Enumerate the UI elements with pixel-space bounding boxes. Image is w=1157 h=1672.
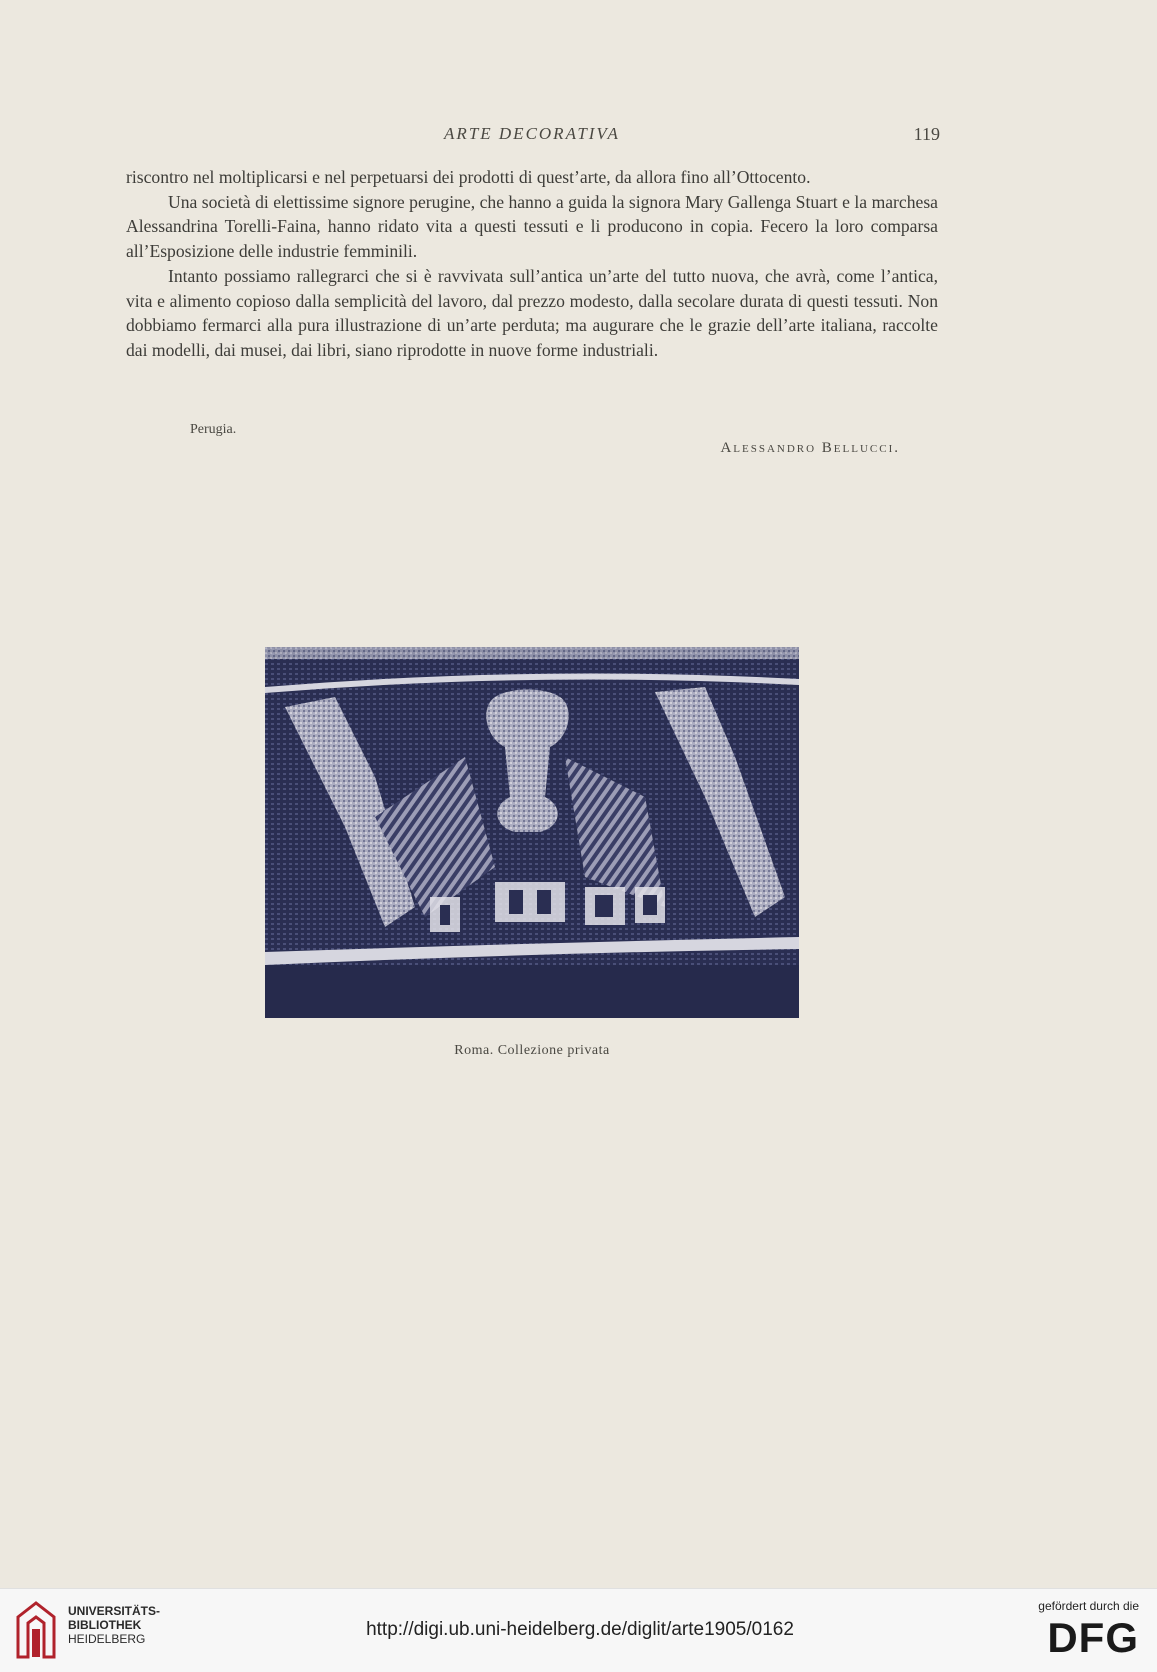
paragraph-2: Una società di elettissime signore perugine, che hanno a guida la signora Mary Gallenga Stuart e la marchesa Alessandrina Torelli-Faina, hanno ridato vita a questi tessuti e li producono in copia. Fecero la loro comparsa all’Esposizione delle industrie femminili. <box>126 191 938 262</box>
textile-photograph <box>265 647 799 1018</box>
woven-band-illustration <box>265 647 799 1018</box>
funding-label: gefördert durch die <box>1038 1599 1139 1613</box>
dfg-logo: DFG <box>1047 1614 1139 1661</box>
library-name <box>68 1604 160 1646</box>
library-name-line2: BIBLIOTHEK <box>68 1618 142 1632</box>
library-name-line1: UNIVERSITÄTS- <box>68 1604 161 1618</box>
permalink-url[interactable]: http://digi.ub.uni-heidelberg.de/diglit/arte1905/0162 <box>366 1619 794 1640</box>
running-head <box>124 124 940 146</box>
digitization-footer <box>0 1588 1157 1672</box>
article-text <box>126 165 938 363</box>
figure-caption: Roma. Collezione privata <box>454 1043 610 1058</box>
library-name-line3: HEIDELBERG <box>68 1632 146 1646</box>
university-library-logo-icon <box>14 1599 58 1661</box>
paragraph-1: riscontro nel moltiplicarsi e nel perpetuarsi dei prodotti di quest’arte, da allora fino all’Ottocento. <box>126 167 811 187</box>
place-line: Perugia. <box>190 422 237 437</box>
running-title: ARTE DECORATIVA <box>444 124 620 143</box>
page-number: 119 <box>913 124 940 144</box>
paragraph-3: Intanto possiamo rallegrarci che si è ravvivata sull’antica un’arte del tutto nuova, che avrà, come l’antica, vita e alimento copioso dalla semplicità del lavoro, dal prezzo modesto, dalla secolare durata di questi tessuti. Non dobbiamo fermarci alla pura illustrazione di un’arte perduta; ma augurare che le grazie dell’arte italiana, raccolte dai modelli, dai musei, dai libri, siano riprodotte in nuove forme industriali. <box>126 265 938 360</box>
author-signature: Alessandro Bellucci. <box>720 440 900 456</box>
